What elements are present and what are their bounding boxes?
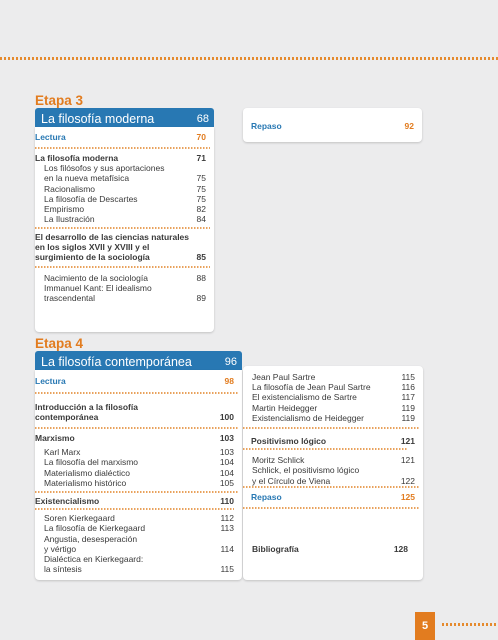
etapa-4-tab[interactable] (35, 351, 242, 370)
toc-entry-lectura-4[interactable]: Lectura 98 (35, 376, 234, 386)
dotted-divider (35, 227, 210, 229)
etapa-3-heading: Etapa 3 (35, 93, 84, 108)
etapa-3-repaso-card (243, 108, 422, 142)
toc-subentry[interactable]: Materialismo dialéctico 104 (44, 467, 234, 478)
toc-subentry: Schlick, el positivismo lógico (252, 465, 360, 476)
toc-entry-positivismo[interactable]: Positivismo lógico 121 (251, 436, 415, 446)
toc-entry-ciencias-line[interactable]: El desarrollo de las ciencias naturales (35, 232, 190, 242)
toc-subentry[interactable]: la síntesis 115 (44, 564, 234, 575)
dotted-divider (243, 486, 419, 488)
bottom-decorative-rule (442, 623, 498, 626)
toc-subentry[interactable]: La Ilustración 84 (44, 214, 206, 225)
dotted-divider (35, 392, 238, 394)
dotted-divider (35, 427, 238, 429)
dotted-divider (35, 147, 210, 149)
toc-subentry[interactable]: y el Círculo de Viena 122 (252, 475, 415, 486)
toc-subentry: Dialéctica en Kierkegaard: (44, 554, 144, 565)
etapa-3-tab-page: 68 (196, 112, 209, 125)
toc-entry-intro-line[interactable]: Introducción a la filosofía (35, 402, 138, 412)
toc-subentry[interactable]: La filosofía de Kierkegaard 113 (44, 523, 234, 534)
dotted-divider (243, 427, 419, 429)
toc-subentry[interactable]: Moritz Schlick 121 (252, 455, 415, 466)
toc-entry-repaso-3[interactable]: Repaso 92 (251, 121, 414, 131)
toc-section-sartre (252, 372, 415, 423)
toc-entry-existencialismo[interactable]: Existencialismo 110 (35, 496, 234, 506)
etapa-3-tab-title: La filosofía moderna (41, 111, 155, 126)
toc-section-intro (35, 402, 234, 422)
toc-subentry[interactable]: La filosofía de Descartes 75 (44, 193, 206, 204)
toc-section-marxismo (35, 433, 234, 488)
page-number: 5 (415, 612, 435, 640)
toc-entry-marxismo[interactable]: Marxismo 103 (35, 433, 234, 443)
toc-subentry: Immanuel Kant: El idealismo (44, 283, 152, 294)
toc-subentry[interactable]: Materialismo histórico 105 (44, 477, 234, 488)
toc-subentry: Los filósofos y sus aportaciones (44, 163, 165, 174)
toc-subentry[interactable]: trascendental 89 (44, 293, 206, 304)
toc-subentry[interactable]: Empirismo 82 (44, 204, 206, 215)
toc-subentry[interactable]: La filosofía de Jean Paul Sartre 116 (252, 382, 415, 393)
toc-subentry[interactable]: El existencialismo de Sartre 117 (252, 392, 415, 403)
toc-subentry[interactable]: en la nueva metafísica 75 (44, 173, 206, 184)
toc-section-positivismo (251, 436, 415, 486)
dotted-divider (35, 266, 210, 268)
toc-subentry[interactable]: Martin Heidegger 119 (252, 402, 415, 413)
etapa-4-card-left (35, 370, 242, 580)
dotted-divider (35, 508, 234, 510)
toc-subentry[interactable]: Karl Marx 103 (44, 447, 234, 458)
toc-subentry[interactable]: Jean Paul Sartre 115 (252, 372, 415, 382)
dotted-divider (243, 507, 419, 509)
etapa-4-tab-page: 96 (224, 355, 237, 368)
toc-subentry[interactable]: La filosofía del marxismo 104 (44, 457, 234, 468)
toc-subentry[interactable]: Existencialismo de Heidegger 119 (252, 412, 415, 423)
toc-entry-ciencias-line[interactable]: en los siglos XVII y XVIII y el (35, 242, 150, 253)
toc-entry-intro[interactable]: contemporánea 100 (35, 412, 234, 423)
etapa-3-card (35, 127, 214, 332)
toc-subentry: Angustia, desesperación (44, 533, 138, 544)
toc-section-ciencias-items (35, 273, 206, 304)
toc-subentry[interactable]: Nacimiento de la sociología 88 (44, 273, 206, 283)
toc-subentry[interactable]: Soren Kierkegaard 112 (44, 513, 234, 524)
dotted-divider (35, 491, 238, 493)
toc-entry-ciencias[interactable]: surgimiento de la sociología 85 (35, 252, 206, 263)
etapa-4-heading: Etapa 4 (35, 336, 84, 351)
etapa-3-tab[interactable] (35, 108, 214, 127)
toc-section-moderna (35, 153, 206, 224)
toc-subentry[interactable]: y vértigo 114 (44, 543, 234, 554)
toc-entry-lectura-3[interactable]: Lectura 70 (35, 132, 206, 142)
toc-subentry[interactable]: Racionalismo 75 (44, 183, 206, 194)
etapa-4-card-right (243, 366, 423, 580)
toc-section-ciencias (35, 232, 206, 263)
toc-entry-repaso-4[interactable]: Repaso 125 (251, 492, 415, 502)
etapa-4-tab-title: La filosofía contemporánea (41, 354, 192, 369)
dotted-divider (243, 448, 407, 450)
toc-entry-moderna[interactable]: La filosofía moderna 71 (35, 153, 206, 163)
toc-entry-bibliografia[interactable]: Bibliografía 128 (252, 544, 408, 554)
top-decorative-rule (0, 57, 498, 60)
toc-section-existencialismo (35, 496, 234, 574)
